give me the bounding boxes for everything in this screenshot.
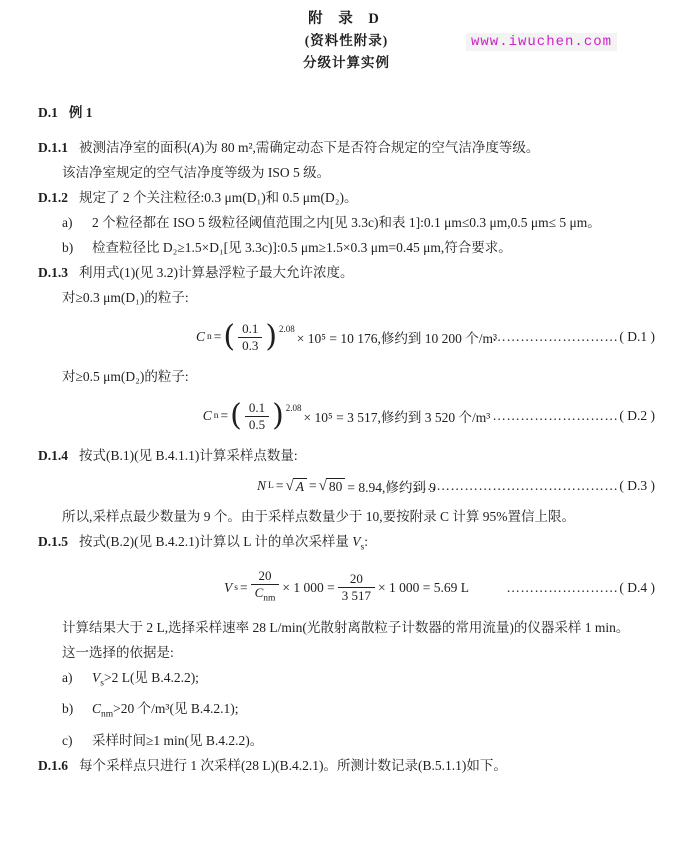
equation-d3-formula: N L = √ A = √ 80 = 8.94,修约到 9 bbox=[257, 477, 436, 495]
equation-d2-tail bbox=[492, 408, 655, 424]
equation-d2 bbox=[38, 391, 655, 441]
equation-d3-result: = 8.94,修约到 9 bbox=[347, 480, 436, 495]
list-item-b2 bbox=[38, 696, 655, 728]
equation-d2-formula: C n = ( $\frac{0.1}{0.5}$ ) 2.08 × 10⁵ = 3 517,修约到 3 520 个/m³ bbox=[202, 398, 491, 433]
para-d11 bbox=[38, 135, 655, 160]
equation-d1-tail bbox=[492, 329, 655, 345]
para-d13-text: 利用式(1)(见 3.2)计算悬浮粒子最大允许浓度。 bbox=[79, 265, 354, 280]
list-item-b1 bbox=[38, 235, 655, 260]
close-paren: ) bbox=[272, 398, 284, 433]
list-item-b2-text: $C_{nm}>20$ 个/m³(见 B.4.2.1); bbox=[92, 701, 239, 721]
exponent: 2.08 bbox=[279, 323, 295, 334]
para-d15 bbox=[38, 529, 655, 561]
para-d14 bbox=[38, 443, 655, 468]
appendix-section-title: 分级计算实例 bbox=[303, 55, 390, 70]
open-paren: ( bbox=[223, 319, 236, 354]
appendix-title: 附 录 D bbox=[308, 11, 385, 27]
list-item-b1-text: 检查粒径比 D₂≥1.5×D₁[见 3.3c)]:0.5 μm≥1.5×0.3 μm=0.45 μm,符合要求。 bbox=[92, 240, 512, 255]
para-d14-conclusion: 所以,采样点最少数量为 9 个。由于采样点数量少于 10,要按附录 C 计算 95%置信上限。 bbox=[62, 509, 575, 524]
list-item-b1-label: b) bbox=[62, 240, 74, 255]
para-d16 bbox=[38, 753, 655, 778]
para-d13-number: D.1.3 bbox=[38, 265, 68, 280]
equation-d4-label: ( D.4 ) bbox=[619, 579, 655, 595]
equation-d3-tail bbox=[408, 478, 655, 494]
close-paren: ) bbox=[265, 319, 278, 354]
var-Cn: C bbox=[202, 408, 212, 423]
list-item-a1-text: 2 个粒径都在 ISO 5 级粒径阈值范围之内[见 3.3c)和表 1]:0.1 μm≤0.3 μm,0.5 μm≤ 5 μm。 bbox=[92, 215, 601, 230]
sqrt-icon: √ bbox=[318, 477, 327, 494]
equation-d2-result: × 10⁵ = 3 517,修约到 3 520 个/m³ bbox=[303, 410, 491, 425]
para-d15-number: D.1.5 bbox=[38, 534, 68, 549]
fraction: $\frac{20}{3 517}$ bbox=[338, 571, 375, 604]
equation-d3-label: ( D.3 ) bbox=[619, 478, 655, 493]
var-Cn: C bbox=[195, 329, 205, 344]
list-item-a1-label: a) bbox=[62, 215, 73, 230]
equation-d3 bbox=[38, 470, 655, 502]
watermark-url: www.iwuchen.com bbox=[466, 33, 617, 51]
para-d13-case2: 对≥0.5 μm(D₂)的粒子: bbox=[62, 369, 189, 384]
list-item-a2-label: a) bbox=[62, 669, 73, 685]
para-d12 bbox=[38, 185, 655, 210]
para-d14-number: D.1.4 bbox=[38, 448, 68, 463]
appendix-subtitle: (资料性附录) bbox=[304, 33, 389, 48]
equation-d4 bbox=[38, 563, 655, 613]
list-item-c2 bbox=[38, 728, 655, 753]
para-d12-number: D.1.2 bbox=[38, 190, 68, 205]
dot-leader: …………………… bbox=[506, 579, 619, 595]
equation-d1-result: × 10⁵ = 10 176,修约到 10 200 个/m³ bbox=[296, 331, 498, 346]
var-Vs: V bbox=[352, 534, 361, 549]
equation-d4-tail bbox=[506, 580, 655, 596]
para-d11-text: 被测洁净室的面积(A)为 80 m²,需确定动态下是否符合规定的空气洁净度等级。 bbox=[79, 140, 540, 155]
equation-d4-result: × 1 000 = 5.69 L bbox=[378, 579, 469, 595]
list-item-a1 bbox=[38, 210, 655, 235]
para-d15-note: 计算结果大于 2 L,选择采样速率 28 L/min(光散射离散粒子计数器的常用流量)的仪器采样 1 min。 bbox=[62, 619, 630, 635]
para-d14-text: 按式(B.1)(见 B.4.1.1)计算采样点数量: bbox=[79, 448, 298, 463]
radicand-80: 80 bbox=[326, 478, 346, 495]
para-d11-number: D.1.1 bbox=[38, 140, 68, 155]
heading-d1-number: D.1 bbox=[38, 105, 58, 120]
equation-d2-label: ( D.2 ) bbox=[619, 408, 655, 423]
fraction: $\frac{20}{C_{nm}}$ bbox=[251, 568, 280, 607]
dot-leader: ……………………… bbox=[492, 408, 619, 423]
var-NL: N bbox=[257, 478, 267, 493]
open-paren: ( bbox=[230, 398, 242, 433]
sqrt-icon: √ bbox=[285, 477, 294, 494]
list-item-c2-label: c) bbox=[62, 733, 73, 749]
list-item-a2-text: $V_s>2$ L(见 B.4.2.2); bbox=[92, 669, 199, 689]
list-item-c2-text: 采样时间≥1 min(见 B.4.2.2)。 bbox=[92, 733, 264, 749]
equation-d1-label: ( D.1 ) bbox=[619, 329, 655, 344]
list-item-b2-label: b) bbox=[62, 701, 74, 717]
para-d16-number: D.1.6 bbox=[38, 758, 68, 774]
para-d13-case1: 对≥0.3 μm(D₁)的粒子: bbox=[62, 290, 189, 305]
dot-leader: ……………………………………… bbox=[408, 478, 619, 493]
para-d12-text: 规定了 2 个关注粒径:0.3 μm(D₁)和 0.5 μm(D₂)。 bbox=[79, 190, 358, 205]
list-item-a2 bbox=[38, 665, 655, 697]
fraction: $\frac{0.1}{0.5}$ bbox=[245, 400, 269, 433]
para-d15-basis: 这一选择的依据是: bbox=[62, 644, 174, 660]
dot-leader: ……………………… bbox=[492, 329, 619, 344]
heading-d1-text: 例 1 bbox=[68, 105, 93, 120]
fraction: $\frac{0.1}{0.3}$ bbox=[238, 321, 262, 354]
var-A: A bbox=[191, 140, 200, 155]
equation-d4-formula: V s = $\frac{20}{C_{nm}}$ × 1 000 = $\frac{20}{3 517}$ × 1 000 = 5.69 L bbox=[223, 568, 470, 607]
para-d13 bbox=[38, 260, 655, 285]
equation-d1 bbox=[38, 312, 655, 362]
para-d16-text: 每个采样点只进行 1 次采样(28 L)(B.4.2.1)。所测计数记录(B.5.1.1)如下。 bbox=[79, 758, 507, 774]
radicand-A: A bbox=[293, 478, 307, 495]
exponent: 2.08 bbox=[285, 402, 302, 413]
para-d15-text: 按式(B.2)(见 B.4.2.1)计算以 L 计的单次采样量 $V_s$: bbox=[79, 534, 368, 553]
equation-d1-formula: C n = ( $\frac{0.1}{0.3}$ ) 2.08 × 10⁵ = 10 176,修约到 10 200 个/m³ bbox=[195, 319, 498, 354]
var-Vs: V bbox=[224, 579, 233, 595]
equation-d4-mid: × 1 000 = bbox=[282, 579, 335, 595]
heading-d1 bbox=[38, 100, 655, 125]
para-d11-cont: 该洁净室规定的空气洁净度等级为 ISO 5 级。 bbox=[62, 165, 331, 180]
